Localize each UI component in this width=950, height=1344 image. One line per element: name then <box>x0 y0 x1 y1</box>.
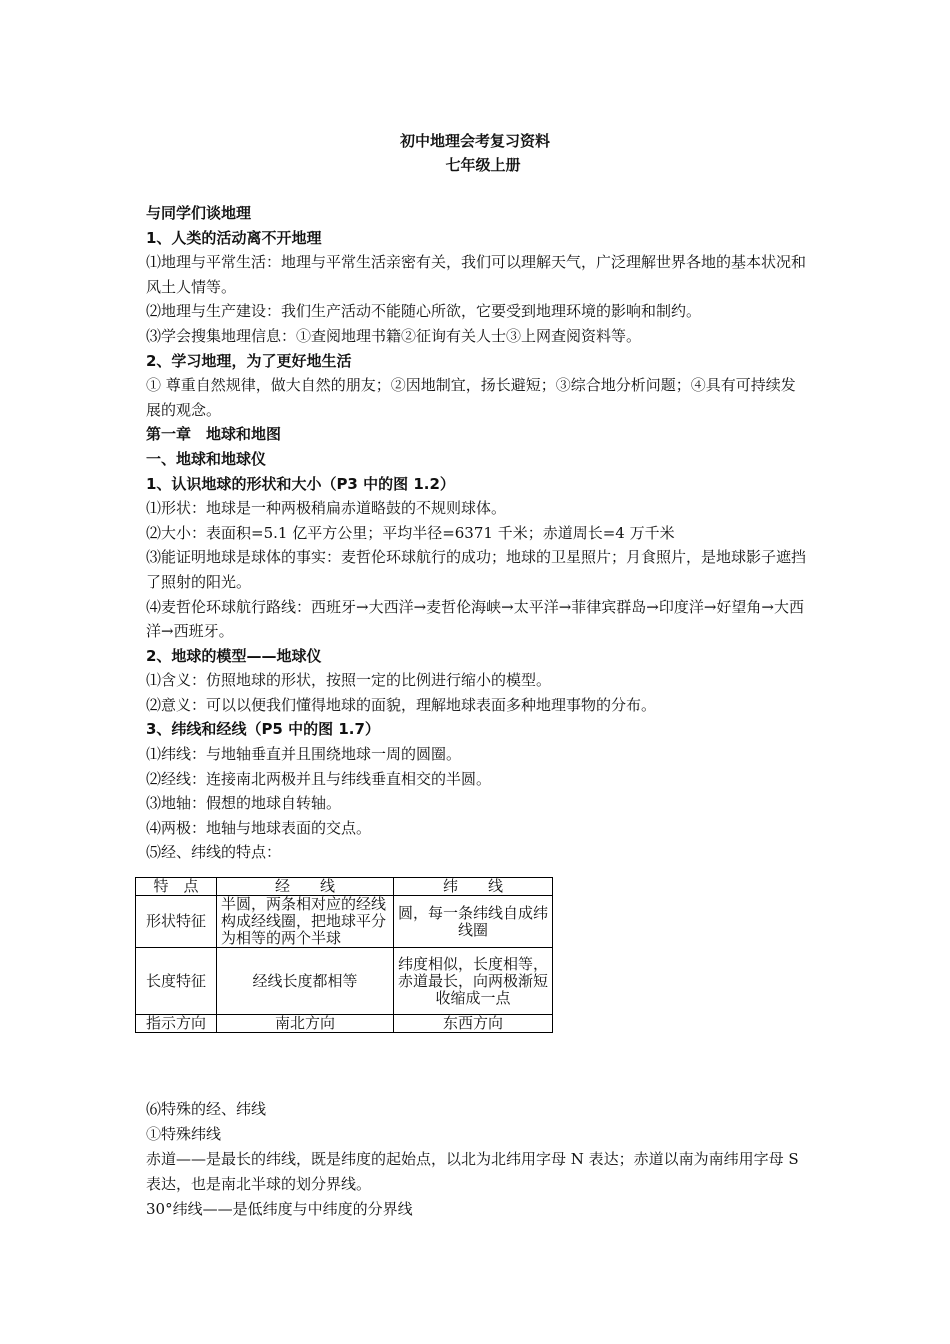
paragraph: ① 尊重自然规律，做大自然的朋友；②因地制宜，扬长避短；③综合地分析问题；④具有可持续发展的观念。 <box>146 376 796 419</box>
table-row <box>136 948 553 1015</box>
document-title: 初中地理会考复习资料 <box>399 132 550 150</box>
paragraph: ⑵经线：连接南北两极并且与纬线垂直相交的半圆。 <box>146 769 492 788</box>
table-row <box>136 1015 553 1033</box>
table-row <box>136 896 553 948</box>
paragraph: ⑵大小：表面积=5.1 亿平方公里；平均半径=6371 千米；赤道周长=4 万千米 <box>146 523 675 542</box>
document-body-continued <box>146 1097 806 1222</box>
paragraph: ⑶地轴：假想的地球自转轴。 <box>146 794 342 813</box>
section-1-heading: 1、人类的活动离不开地理 <box>146 228 322 247</box>
features-table <box>135 877 553 1033</box>
section-2-heading: 2、学习地理，为了更好地生活 <box>146 351 352 370</box>
table-cell: 纬度相似，长度相等，赤道最长，向两极渐短收缩成一点 <box>394 948 553 1015</box>
table-header-cell: 特 点 <box>136 878 217 896</box>
subsection-2-heading: 2、地球的模型——地球仪 <box>146 646 322 665</box>
table-header-cell: 经 线 <box>217 878 394 896</box>
table-cell: 南北方向 <box>217 1015 394 1033</box>
table-cell: 经线长度都相等 <box>217 948 394 1015</box>
paragraph: ⑶学会搜集地理信息：①查阅地理书籍②征询有关人士③上网查阅资料等。 <box>146 326 642 345</box>
table-cell: 圆，每一条纬线自成纬线圈 <box>394 896 553 948</box>
table-cell: 指示方向 <box>136 1015 217 1033</box>
paragraph: ⑴地理与平常生活：地理与平常生活亲密有关，我们可以理解天气，广泛理解世界各地的基本状况和风土人情等。 <box>146 253 807 296</box>
table-header-cell: 纬 线 <box>394 878 553 896</box>
paragraph: ⑷两极：地轴与地球表面的交点。 <box>146 818 372 837</box>
subsection-1-heading: 1、认识地球的形状和大小（P3 中的图 1.2） <box>146 474 455 493</box>
section-heading: 一、地球和地球仪 <box>146 449 267 468</box>
paragraph: 30°纬线——是低纬度与中纬度的分界线 <box>146 1200 413 1218</box>
table-cell: 半圆，两条相对应的经线构成经线圈，把地球平分为相等的两个半球 <box>217 896 394 948</box>
paragraph: ⑹特殊的经、纬线 <box>146 1100 267 1118</box>
paragraph: 赤道——是最长的纬线，既是纬度的起始点，以北为北纬用字母 N 表达；赤道以南为南纬用字母 S 表达，也是南北半球的划分界线。 <box>146 1150 799 1193</box>
paragraph: ①特殊纬线 <box>146 1125 222 1143</box>
intro-heading: 与同学们谈地理 <box>146 204 252 222</box>
paragraph: ⑸经、纬线的特点： <box>146 843 282 862</box>
paragraph: ⑷麦哲伦环球航行路线：西班牙→大西洋→麦哲伦海峡→太平洋→菲律宾群岛→印度洋→好望角→大西洋→西班牙。 <box>146 597 804 641</box>
paragraph: ⑶能证明地球是球体的事实：麦哲伦环球航行的成功；地球的卫星照片；月食照片，是地球影子遮挡了照射的阳光。 <box>146 548 807 591</box>
table-cell: 形状特征 <box>136 896 217 948</box>
chapter-1-heading: 第一章 地球和地图 <box>146 425 282 444</box>
document-subtitle: 七年级上册 <box>445 156 521 174</box>
paragraph: ⑴形状：地球是一种两极稍扁赤道略鼓的不规则球体。 <box>146 499 507 518</box>
paragraph: ⑴含义：仿照地球的形状，按照一定的比例进行缩小的模型。 <box>146 671 552 690</box>
paragraph: ⑵地理与生产建设：我们生产活动不能随心所欲，它要受到地理环境的影响和制约。 <box>146 302 702 321</box>
table-cell: 东西方向 <box>394 1015 553 1033</box>
table-cell: 长度特征 <box>136 948 217 1015</box>
subsection-3-heading: 3、纬线和经线（P5 中的图 1.7） <box>146 720 380 739</box>
document-body <box>146 201 806 1033</box>
paragraph: ⑴纬线：与地轴垂直并且围绕地球一周的圆圈。 <box>146 745 462 764</box>
paragraph: ⑵意义：可以以便我们懂得地球的面貌，理解地球表面多种地理事物的分布。 <box>146 695 657 714</box>
